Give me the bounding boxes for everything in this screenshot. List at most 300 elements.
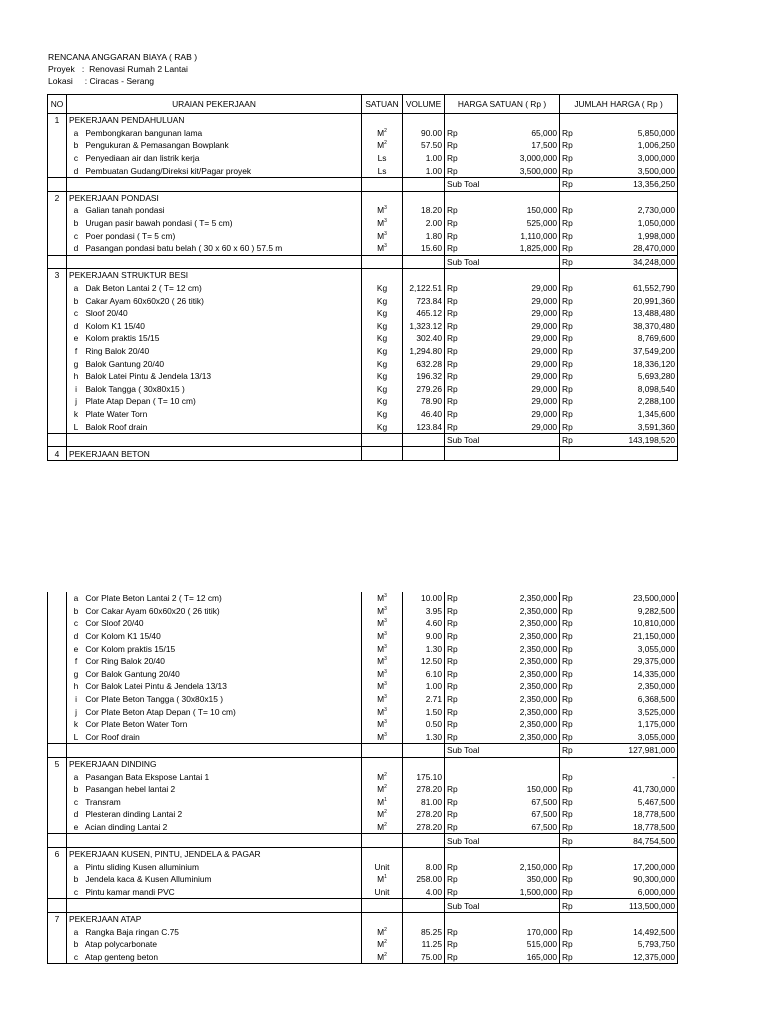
unit-price-value: 2,350,000 [496,642,560,655]
unit-price-value: 29,000 [496,395,560,408]
item-text: Pasangan hebel lantai 2 [85,784,176,795]
item-unit [362,229,403,242]
item-text: Atap polycarbonate [84,939,158,950]
item-text: Pasangan Bata Ekspose Lantai 1 [85,771,210,782]
item-letter: c [73,308,79,319]
section-number: 3 [48,269,67,282]
unit-exponent: 3 [384,606,387,613]
unit-text: Kg [376,383,388,394]
total-price-value: 18,336,120 [611,357,678,370]
unit-label [378,153,387,163]
unit-price-value: 2,350,000 [496,693,560,706]
item-text: Rangka Baja ringan C.75 [85,926,179,937]
total-price-value: 3,000,000 [611,152,678,165]
unit-price-currency: Rp [445,938,496,951]
item-letter: e [73,643,79,654]
unit-label [377,333,387,343]
total-price-currency: Rp [560,204,611,217]
total-price-currency: Rp [560,282,611,295]
section-row [48,757,678,770]
unit-text: M [377,719,385,730]
empty-cell [445,757,496,770]
unit-label [377,396,387,406]
unit-price-value: 29,000 [496,294,560,307]
unit-price-currency: Rp [445,668,496,681]
item-letter: b [73,605,79,616]
unit-price-value: 170,000 [496,925,560,938]
table-row [48,345,678,358]
item-unit [362,320,403,333]
unit-label [377,593,387,603]
item-description [67,783,362,796]
unit-label [377,346,387,356]
empty-cell [496,269,560,282]
unit-label [377,681,387,691]
table-row [48,282,678,295]
unit-exponent: 1 [384,797,387,803]
item-letter: b [73,140,79,151]
table-row [48,127,678,140]
total-price-value: 28,470,000 [611,242,678,255]
unit-exponent: 3 [384,243,387,250]
item-description [67,821,362,834]
item-text: Kolom praktis 15/15 [85,333,160,344]
total-price-value: 1,998,000 [611,229,678,242]
empty-cell [48,808,67,821]
total-price-value: 8,098,540 [611,382,678,395]
item-description [67,282,362,295]
empty-cell [48,668,67,681]
table-row [48,705,678,718]
item-volume: 723.84 [403,294,445,307]
item-volume: 4.00 [403,886,445,899]
total-price-value: 1,050,000 [611,217,678,230]
item-description [67,808,362,821]
item-letter: a [73,926,79,937]
table-body-2 [48,592,678,964]
total-price-value: - [611,770,678,783]
unit-price-value: 2,150,000 [496,860,560,873]
item-description [67,294,362,307]
item-letter: a [73,127,79,138]
unit-price-currency: Rp [445,408,496,421]
section-title: PEKERJAAN DINDING [67,757,362,770]
empty-cell [560,847,611,860]
unit-price-value: 2,350,000 [496,680,560,693]
item-unit [362,204,403,217]
total-price-value: 37,549,200 [611,345,678,358]
unit-text: Kg [376,358,388,369]
item-volume: 196.32 [403,370,445,383]
item-unit [362,705,403,718]
item-description [67,370,362,383]
unit-exponent: 2 [384,140,387,147]
empty-cell [48,345,67,358]
item-volume: 15.60 [403,242,445,255]
item-volume: 175.10 [403,770,445,783]
empty-cell [48,332,67,345]
item-text: Pengukuran & Pemasangan Bowplank [85,140,229,151]
unit-exponent: 3 [384,205,387,212]
item-unit [362,307,403,320]
unit-price-currency: Rp [445,282,496,295]
total-price-value: 38,370,480 [611,320,678,333]
unit-price-currency: Rp [445,382,496,395]
empty-cell [48,152,67,165]
empty-cell [403,269,445,282]
item-letter: j [75,706,77,717]
table-row [48,886,678,899]
unit-price-currency: Rp [445,873,496,886]
empty-cell [48,229,67,242]
item-volume: 1,323.12 [403,320,445,333]
item-description [67,204,362,217]
item-volume: 6.10 [403,668,445,681]
unit-text: M [377,821,385,832]
item-unit [362,382,403,395]
item-volume: 9.00 [403,630,445,643]
empty-cell [48,899,67,913]
subtotal-label: Sub Toal [445,177,560,191]
unit-exponent: 2 [384,771,387,778]
total-price-currency: Rp [560,718,611,731]
unit-price-value: 29,000 [496,408,560,421]
item-volume: 90.00 [403,127,445,140]
section-title: PEKERJAAN PONDASI [67,191,362,204]
unit-price-value: 525,000 [496,217,560,230]
unit-label [377,694,387,704]
item-letter: c [73,618,79,629]
unit-exponent: 2 [384,128,387,135]
table-row [48,152,678,165]
item-description [67,718,362,731]
unit-text: Ls [377,153,387,164]
unit-price-value: 67,500 [496,808,560,821]
item-unit [362,951,403,964]
unit-price-currency: Rp [445,731,496,744]
empty-cell [362,834,403,848]
table-row [48,642,678,655]
col-header-harga-satuan: HARGA SATUAN ( Rp ) [445,95,560,114]
item-text: Balok Gantung 20/40 [85,358,165,369]
item-description [67,705,362,718]
empty-cell [362,177,403,191]
item-text: Poer pondasi ( T= 5 cm) [85,230,176,241]
unit-exponent: 3 [384,669,387,676]
empty-cell [48,382,67,395]
unit-price-value: 29,000 [496,420,560,433]
unit-price-currency: Rp [445,783,496,796]
total-price-value: 14,335,000 [611,668,678,681]
item-description [67,860,362,873]
empty-cell [48,693,67,706]
total-price-currency: Rp [560,127,611,140]
total-price-value: 18,778,500 [611,808,678,821]
item-volume: 0.50 [403,718,445,731]
item-description [67,242,362,255]
item-unit [362,770,403,783]
item-description [67,873,362,886]
total-price-currency: Rp [560,320,611,333]
empty-cell [403,834,445,848]
table-row [48,242,678,255]
unit-text: M [377,681,385,692]
table-row [48,873,678,886]
unit-price-value: 515,000 [496,938,560,951]
item-letter: d [73,243,79,254]
table-row [48,307,678,320]
empty-cell [560,269,611,282]
unit-price-currency: Rp [445,332,496,345]
section-number: 6 [48,847,67,860]
empty-cell [48,886,67,899]
total-price-value: 23,500,000 [611,592,678,605]
empty-cell [48,605,67,618]
unit-price-value: 29,000 [496,345,560,358]
empty-cell [48,592,67,605]
table-body-1 [48,114,678,461]
item-volume: 258.00 [403,873,445,886]
item-unit [362,718,403,731]
unit-price-currency: Rp [445,617,496,630]
unit-price-currency: Rp [445,307,496,320]
col-header-satuan: SATUAN [362,95,403,114]
subtotal-label: Sub Toal [445,255,560,269]
item-letter: a [73,593,79,604]
total-price-currency: Rp [560,408,611,421]
item-letter: i [75,383,77,394]
unit-text: Kg [376,283,388,294]
item-volume: 3.95 [403,605,445,618]
table-row [48,860,678,873]
total-price-currency: Rp [560,382,611,395]
subtotal-row [48,744,678,758]
section-row [48,269,678,282]
item-description [67,357,362,370]
item-unit [362,617,403,630]
item-volume: 46.40 [403,408,445,421]
item-letter: c [73,796,79,807]
item-text: Galian tanah pondasi [85,205,165,216]
empty-cell [362,269,403,282]
unit-label [377,669,387,679]
total-price-value: 3,055,000 [611,642,678,655]
item-letter: e [73,821,79,832]
col-header-volume: VOLUME [403,95,445,114]
unit-price-currency: Rp [445,705,496,718]
item-unit [362,139,403,152]
empty-cell [560,114,611,127]
unit-price-value: 2,350,000 [496,705,560,718]
empty-cell [67,177,362,191]
unit-price-currency: Rp [445,860,496,873]
item-volume: 4.60 [403,617,445,630]
section-title: PEKERJAAN STRUKTUR BESI [67,269,362,282]
item-text: Pembuatan Gudang/Direksi kit/Pagar proyek [85,165,252,176]
empty-cell [48,294,67,307]
item-text: Penyediaan air dan listrik kerja [85,153,200,164]
empty-cell [403,899,445,913]
table-row [48,925,678,938]
item-text: Cor Plate Beton Water Torn [85,719,188,730]
unit-label [375,887,390,897]
subtotal-currency: Rp [560,177,611,191]
unit-exponent: 2 [384,939,387,946]
unit-label [378,166,387,176]
item-text: Cor Plate Beton Lantai 2 ( T= 12 cm) [85,593,222,604]
item-unit [362,282,403,295]
empty-cell [48,177,67,191]
empty-cell [48,217,67,230]
unit-text: Ls [377,165,387,176]
unit-text: Kg [376,421,388,432]
unit-text: M [377,771,385,782]
section-row [48,447,678,461]
table-row [48,592,678,605]
item-text: Pembongkaran bangunan lama [85,127,203,138]
empty-cell [362,899,403,913]
total-price-value: 13,488,480 [611,307,678,320]
unit-price-value: 17,500 [496,139,560,152]
empty-cell [48,420,67,433]
empty-cell [403,847,445,860]
item-description [67,420,362,433]
unit-price-currency [445,770,496,783]
item-unit [362,860,403,873]
item-unit [362,796,403,809]
unit-text: M [377,127,385,138]
unit-price-value: 29,000 [496,382,560,395]
unit-text: M [377,140,385,151]
unit-price-currency: Rp [445,294,496,307]
empty-cell [48,255,67,269]
total-price-value: 9,282,500 [611,605,678,618]
total-price-currency: Rp [560,860,611,873]
subtotal-row [48,433,678,447]
empty-cell [496,912,560,925]
table-row [48,951,678,964]
item-letter: L [73,731,79,742]
empty-cell [48,370,67,383]
empty-cell [445,191,496,204]
unit-price-currency: Rp [445,655,496,668]
unit-exponent: 3 [384,706,387,713]
item-description [67,164,362,177]
empty-cell [48,938,67,951]
unit-price-value: 29,000 [496,307,560,320]
item-description [67,655,362,668]
item-letter: b [73,939,79,950]
empty-cell [48,127,67,140]
item-description [67,332,362,345]
item-volume: 123.84 [403,420,445,433]
unit-text: M [377,694,385,705]
item-unit [362,925,403,938]
unit-label [377,606,387,616]
unit-price-value: 29,000 [496,320,560,333]
document-header [48,51,197,87]
item-description [67,642,362,655]
empty-cell [48,655,67,668]
subtotal-row [48,255,678,269]
item-text: Transram [85,796,121,807]
table-row [48,420,678,433]
subtotal-row [48,834,678,848]
unit-price-currency: Rp [445,357,496,370]
item-volume: 75.00 [403,951,445,964]
item-text: Balok Tangga ( 30x80x15 ) [85,383,185,394]
section-row [48,847,678,860]
unit-label [377,371,387,381]
item-text: Cor Balok Latei Pintu & Jendela 13/13 [85,681,227,692]
table-row [48,770,678,783]
unit-price-currency: Rp [445,217,496,230]
unit-price-value: 1,110,000 [496,229,560,242]
unit-price-value: 350,000 [496,873,560,886]
item-description [67,796,362,809]
empty-cell [496,757,560,770]
unit-price-value: 3,500,000 [496,164,560,177]
table-row [48,655,678,668]
unit-price-currency: Rp [445,642,496,655]
table-row [48,204,678,217]
item-unit [362,164,403,177]
unit-text: Kg [376,320,388,331]
section-number: 7 [48,912,67,925]
item-description [67,630,362,643]
total-price-currency: Rp [560,693,611,706]
unit-price-value: 2,350,000 [496,655,560,668]
item-volume: 78.90 [403,395,445,408]
item-volume: 1.80 [403,229,445,242]
empty-cell [560,191,611,204]
empty-cell [611,191,678,204]
unit-label [377,952,387,962]
unit-label [377,939,387,949]
section-number: 1 [48,114,67,127]
unit-price-value: 2,350,000 [496,630,560,643]
section-row [48,912,678,925]
table-row [48,808,678,821]
empty-cell [362,744,403,758]
item-letter: L [73,421,79,432]
total-price-value: 5,793,750 [611,938,678,951]
location-line: Lokasi : Ciracas - Serang [48,76,155,86]
item-text: Dak Beton Lantai 2 ( T= 12 cm) [85,283,202,294]
total-price-value: 10,810,000 [611,617,678,630]
unit-label [377,644,387,654]
item-volume: 2,122.51 [403,282,445,295]
total-price-value: 1,175,000 [611,718,678,731]
unit-label [377,809,387,819]
item-letter: d [73,809,79,820]
item-unit [362,592,403,605]
empty-cell [362,757,403,770]
subtotal-value: 143,198,520 [611,433,678,447]
item-description [67,152,362,165]
unit-exponent: 2 [384,822,387,829]
unit-price-value: 2,350,000 [496,668,560,681]
section-number: 5 [48,757,67,770]
unit-price-currency: Rp [445,886,496,899]
unit-label [377,308,387,318]
item-letter: a [73,771,79,782]
item-description [67,938,362,951]
item-letter: h [73,371,79,382]
table-row [48,605,678,618]
empty-cell [48,834,67,848]
unit-text: Kg [376,345,388,356]
